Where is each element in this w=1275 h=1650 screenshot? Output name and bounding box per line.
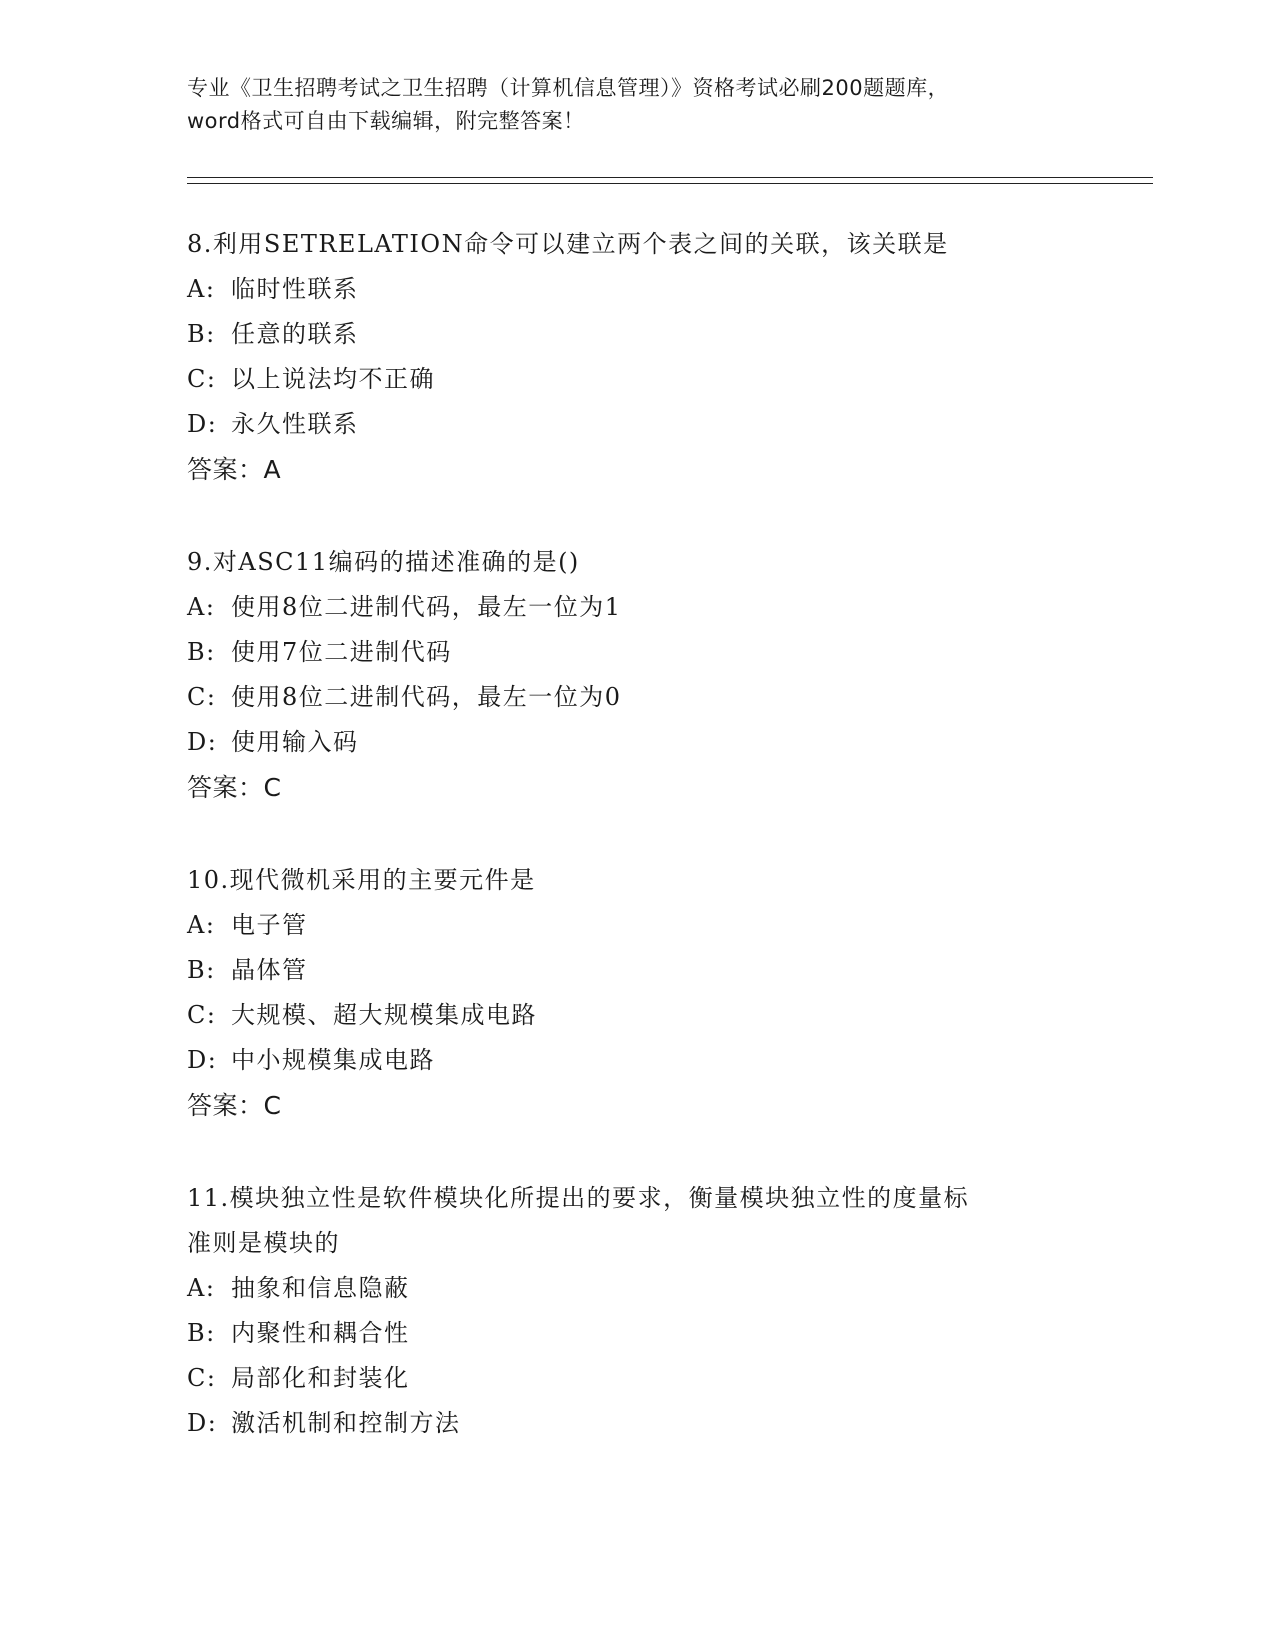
option-text: 晶体管 [231, 956, 308, 984]
option-text: 永久性联系 [231, 410, 359, 438]
header-title-line-2: word格式可自由下载编辑，附完整答案！ [187, 109, 585, 133]
option-b [187, 312, 1087, 357]
option-letter: C: [187, 365, 217, 393]
option-letter: A: [187, 911, 216, 939]
option-c [187, 357, 1087, 402]
option-b [187, 948, 1087, 993]
header-divider-bottom [187, 183, 1153, 184]
option-d [187, 720, 1087, 765]
option-letter: B: [187, 320, 216, 348]
option-letter: A: [187, 1274, 216, 1302]
option-text: 临时性联系 [231, 275, 359, 303]
answer-line: 答案：C [187, 773, 282, 802]
question-stem: 8.利用SETRELATION命令可以建立两个表之间的关联，该关联是 [187, 230, 949, 258]
option-text: 激活机制和控制方法 [231, 1409, 461, 1437]
question-8 [187, 222, 1087, 492]
answer-line: 答案：C [187, 1091, 282, 1120]
option-b [187, 1311, 1087, 1356]
header-title-line-1: 专业《卫生招聘考试之卫生招聘（计算机信息管理）》资格考试必刷200题题库， [187, 76, 950, 100]
question-stem: 9.对ASC11编码的描述准确的是() [187, 548, 580, 576]
option-text: 大规模、超大规模集成电路 [231, 1001, 537, 1029]
option-c [187, 1356, 1087, 1401]
option-d [187, 1401, 1087, 1446]
header-divider-top [187, 177, 1153, 178]
option-letter: C: [187, 1001, 217, 1029]
question-9 [187, 540, 1087, 810]
option-text: 使用8位二进制代码，最左一位为0 [231, 683, 622, 711]
option-text: 局部化和封装化 [231, 1364, 410, 1392]
option-text: 抽象和信息隐蔽 [231, 1274, 410, 1302]
option-text: 以上说法均不正确 [231, 365, 435, 393]
option-a [187, 585, 1087, 630]
option-text: 内聚性和耦合性 [231, 1319, 410, 1347]
option-text: 任意的联系 [231, 320, 359, 348]
option-text: 电子管 [231, 911, 308, 939]
question-stem: 11.模块独立性是软件模块化所提出的要求，衡量模块独立性的度量标 [187, 1184, 970, 1212]
option-c [187, 993, 1087, 1038]
option-letter: B: [187, 1319, 216, 1347]
option-text: 使用输入码 [231, 728, 359, 756]
option-letter: D: [187, 728, 218, 756]
answer-line: 答案：A [187, 455, 282, 484]
question-10 [187, 858, 1087, 1128]
option-d [187, 402, 1087, 447]
question-11 [187, 1176, 1087, 1446]
option-letter: C: [187, 683, 217, 711]
option-letter: C: [187, 1364, 217, 1392]
option-letter: A: [187, 593, 216, 621]
option-a [187, 267, 1087, 312]
option-letter: D: [187, 410, 218, 438]
option-text: 使用8位二进制代码，最左一位为1 [231, 593, 622, 621]
question-stem-continuation: 准则是模块的 [187, 1229, 340, 1257]
option-d [187, 1038, 1087, 1083]
option-a [187, 1266, 1087, 1311]
option-c [187, 675, 1087, 720]
document-header [187, 72, 1087, 138]
option-letter: B: [187, 638, 216, 666]
option-letter: B: [187, 956, 216, 984]
option-letter: D: [187, 1046, 218, 1074]
option-text: 使用7位二进制代码 [231, 638, 452, 666]
option-letter: D: [187, 1409, 218, 1437]
option-text: 中小规模集成电路 [231, 1046, 435, 1074]
question-stem: 10.现代微机采用的主要元件是 [187, 866, 536, 894]
option-letter: A: [187, 275, 216, 303]
option-a [187, 903, 1087, 948]
option-b [187, 630, 1087, 675]
